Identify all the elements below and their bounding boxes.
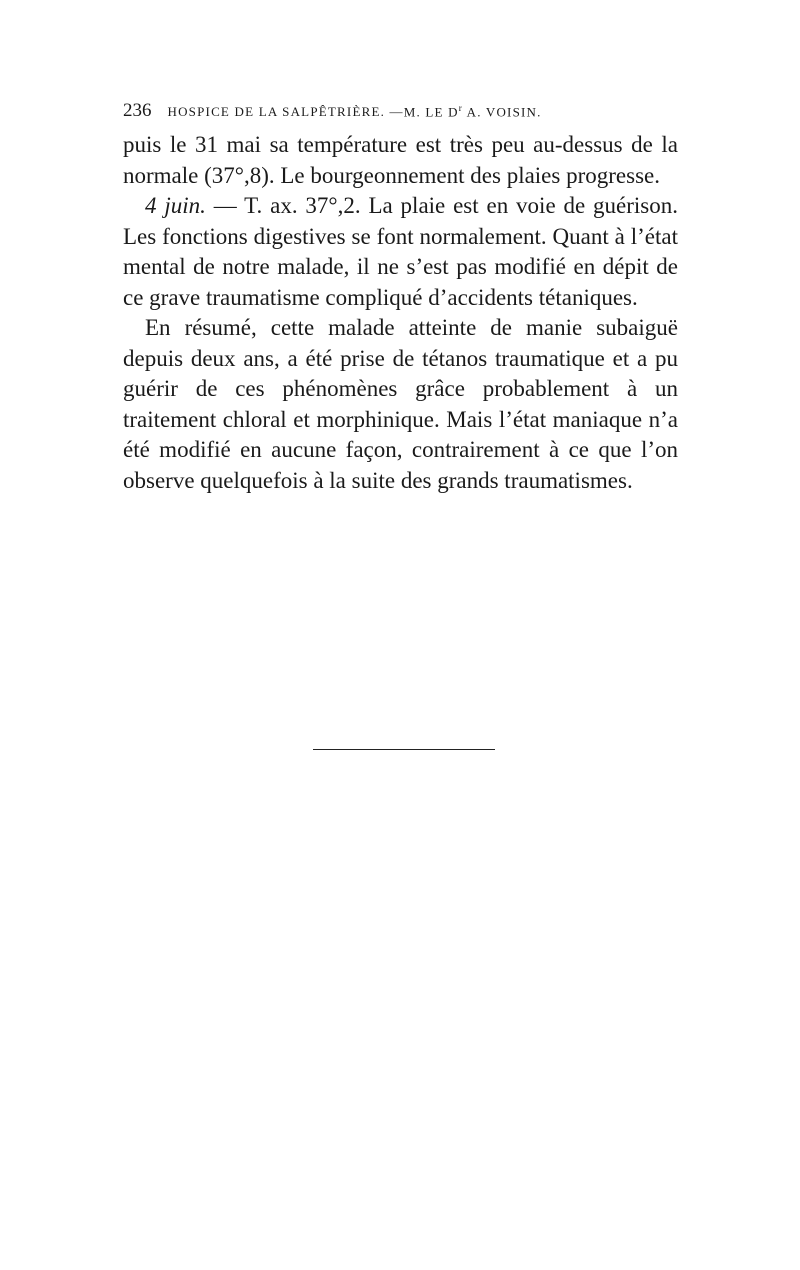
author-name: A. VOISIN. bbox=[462, 104, 542, 119]
author-superscript: r bbox=[458, 102, 463, 113]
end-rule bbox=[313, 749, 495, 750]
paragraph-continuation: puis le 31 mai sa température est très peu au-dessus de la normale (37°,8). Le bourgeonnement des plaies progresse. bbox=[123, 132, 678, 188]
paragraph-summary: En résumé, cette malade atteinte de manie subaiguë depuis deux ans, a été prise de tétanos traumatique et a pu guérir de ces phénomènes grâce probablement à un traitement chloral et morphinique. Mais l’état maniaque n’a été modifié en aucune façon, contrairement à ce que l’on observe quelquefois à la suite des grands traumatismes. bbox=[123, 315, 678, 493]
running-head-author bbox=[404, 103, 542, 120]
running-head-title: HOSPICE DE LA SALPÊTRIÈRE. — bbox=[167, 104, 404, 119]
paragraph-june-4-text: — T. ax. 37°,2. La plaie est en voie de guérison. Les fonctions digestives se font normalement. Quant à l’état mental de notre malade, il ne s’est pas modifié en dépit de ce grave traumatisme compliqué d’accidents tétaniques. bbox=[123, 193, 679, 310]
body-text bbox=[123, 130, 678, 496]
paragraph-june-4 bbox=[123, 191, 678, 313]
date-entry: 4 juin. bbox=[145, 193, 206, 218]
running-head bbox=[123, 100, 683, 126]
author-prefix: M. LE D bbox=[403, 104, 459, 119]
page-number: 236 bbox=[123, 100, 152, 121]
